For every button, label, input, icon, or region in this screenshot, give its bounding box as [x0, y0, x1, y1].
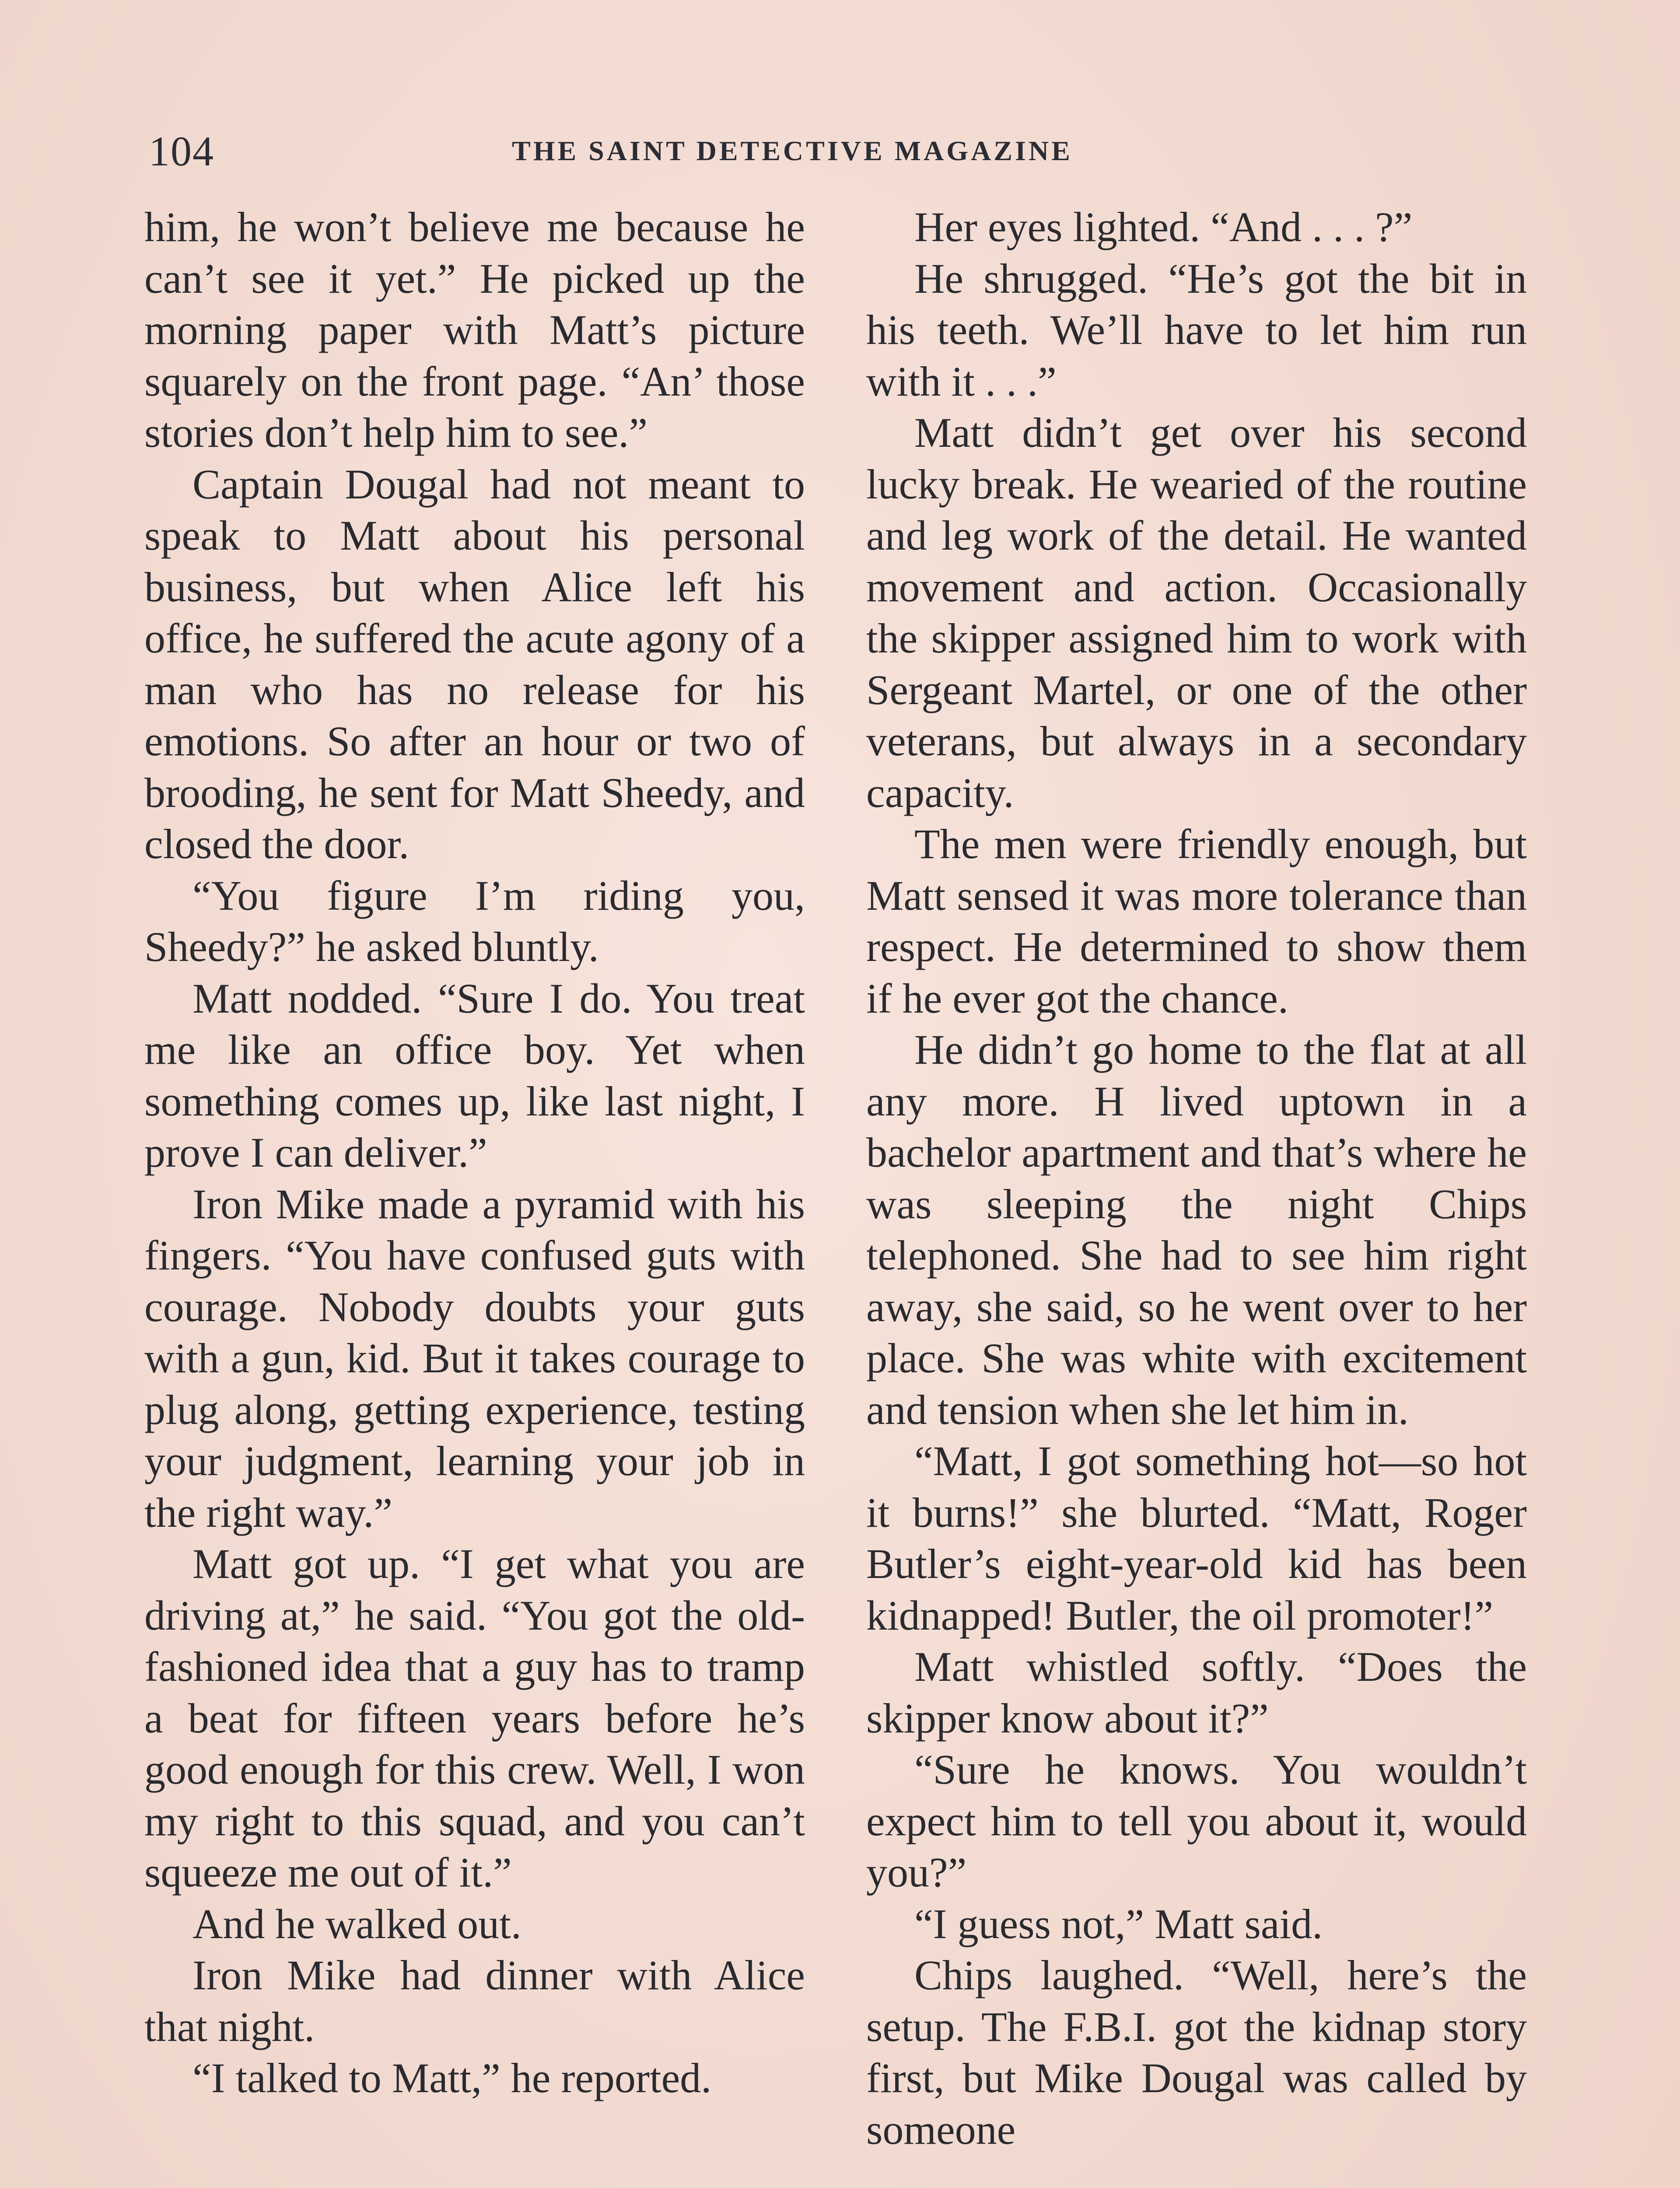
paragraph: “You figure I’m riding you, Sheedy?” he asked bluntly. — [144, 872, 805, 970]
paragraph: “Sure he knows. You wouldn’t expect him to tell you about it, would you?” — [866, 1746, 1527, 1896]
running-head-title: THE SAINT DETECTIVE MAGAZINE — [512, 135, 1073, 166]
paragraph: Matt whistled softly. “Does the skipper know about it?” — [866, 1643, 1527, 1742]
paragraph: Matt didn’t get over his second lucky break. He wearied of the routine and leg work of the detail. He wanted movement and action. Occasionally the skipper assigned him to work with Sergeant Martel, or one of the other veterans, but always in a secondary capacity. — [866, 409, 1527, 816]
paragraph: And he walked out. — [192, 1900, 522, 1947]
paragraph: Chips laughed. “Well, here’s the setup. The F.B.I. got the kidnap story first, but Mike Dougal was called by someone — [866, 1952, 1527, 2153]
paragraph: Matt nodded. “Sure I do. You treat me like an office boy. Yet when something comes up, like last night, I prove I can deliver.” — [144, 975, 805, 1176]
left-text-column — [144, 201, 805, 2104]
paragraph: “I guess not,” Matt said. — [914, 1900, 1323, 1947]
paragraph: “Matt, I got something hot—so hot it burns!” she blurted. “Matt, Roger Butler’s eight-year-old kid has been kidnapped! Butler, the oil promoter!” — [866, 1438, 1527, 1639]
paragraph: “I talked to Matt,” he reported. — [192, 2055, 712, 2101]
paragraph: The men were friendly enough, but Matt sensed it was more tolerance than respect. He determined to show them if he ever got the chance. — [866, 820, 1527, 1022]
paragraph: Her eyes lighted. “And . . . ?” — [914, 203, 1413, 250]
paragraph: Matt got up. “I get what you are driving at,” he said. “You got the old-fashioned idea that a guy has to tramp a beat for fifteen years before he’s good enough for this crew. Well, I won my right to this squad, and you can’t squeeze me out of it.” — [144, 1540, 805, 1896]
paragraph: He didn’t go home to the flat at all any more. H lived uptown in a bachelor apartment and that’s where he was sleeping the night Chips telephoned. She had to see him right away, she said, so he went over to her place. She was white with excitement and tension when she let him in. — [866, 1026, 1527, 1433]
paragraph: Captain Dougal had not meant to speak to Matt about his personal business, but when Alice left his office, he suffered the acute agony of a man who has no release for his emotions. So after an hour or two of brooding, he sent for Matt Sheedy, and closed the door. — [144, 460, 805, 867]
page-header — [149, 127, 1540, 175]
paragraph: Iron Mike made a pyramid with his fingers. “You have confused guts with courage. Nobody doubts your guts with a gun, kid. But it takes courage to plug along, getting experience, testing your judgment, learning your job in the right way.” — [144, 1180, 805, 1536]
paragraph: him, he won’t believe me because he can’t see it yet.” He picked up the morning paper with Matt’s picture squarely on the front page. “An’ those stories don’t help him to see.” — [144, 203, 805, 456]
right-text-column — [866, 201, 1527, 2155]
paragraph: Iron Mike had dinner with Alice that night. — [144, 1952, 805, 2050]
paragraph: He shrugged. “He’s got the bit in his teeth. We’ll have to let him run with it . . .” — [866, 255, 1527, 405]
page-number: 104 — [149, 128, 214, 175]
